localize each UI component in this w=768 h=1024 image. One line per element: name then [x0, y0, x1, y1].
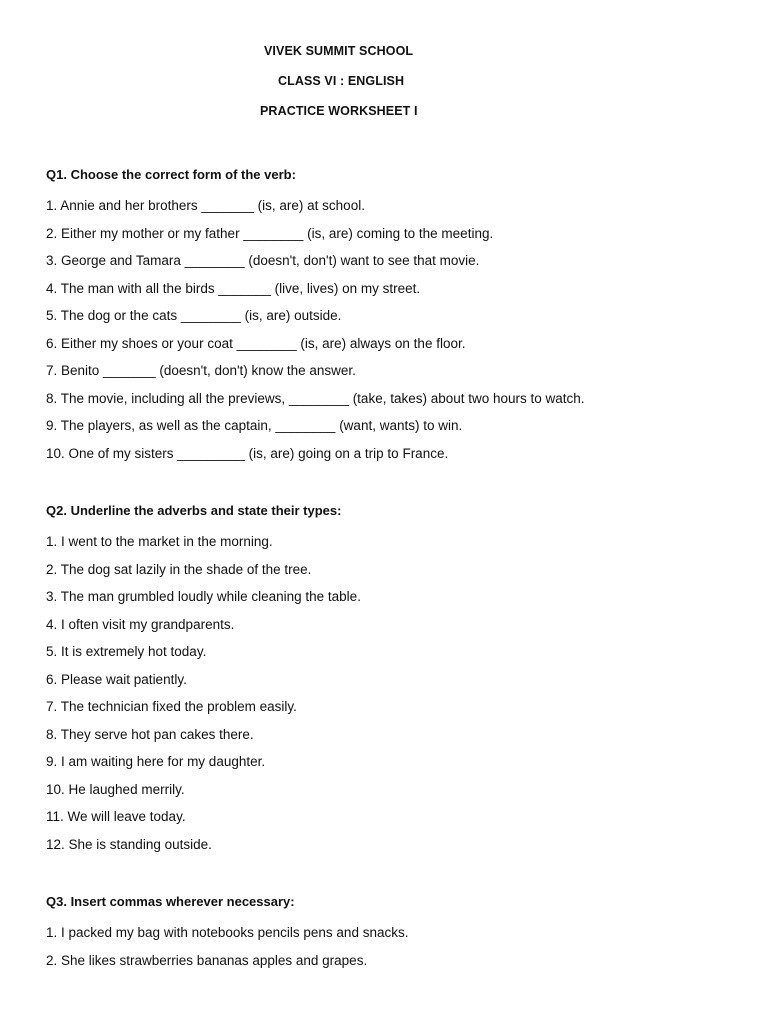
question-2-item: 8. They serve hot pan cakes there.: [46, 726, 254, 742]
question-2-item: 4. I often visit my grandparents.: [46, 616, 235, 632]
question-2-item: 6. Please wait patiently.: [46, 671, 187, 687]
question-2-item: 12. She is standing outside.: [46, 836, 212, 852]
question-3-heading: Q3. Insert commas wherever necessary:: [46, 894, 295, 909]
worksheet-title: PRACTICE WORKSHEET I: [260, 104, 418, 118]
school-name: VIVEK SUMMIT SCHOOL: [264, 44, 414, 58]
question-2-item: 2. The dog sat lazily in the shade of the tree.: [46, 561, 312, 577]
question-3-section: [46, 892, 746, 978]
question-1-item: 5. The dog or the cats ________ (is, are) outside.: [46, 308, 342, 323]
question-2-item: 11. We will leave today.: [46, 809, 186, 824]
question-2-item: 5. It is extremely hot today.: [46, 644, 207, 659]
question-1-item: 6. Either my shoes or your coat ________ (is, are) always on the floor.: [46, 335, 466, 351]
question-1-item: 2. Either my mother or my father ________ (is, are) coming to the meeting.: [46, 225, 494, 241]
question-1-item: 10. One of my sisters _________ (is, are) going on a trip to France.: [46, 445, 449, 461]
question-1-section: [46, 165, 746, 471]
question-2-item: 7. The technician fixed the problem easily.: [46, 699, 297, 714]
class-subject: CLASS VI : ENGLISH: [278, 74, 405, 88]
question-2-section: [46, 501, 746, 862]
question-2-item: 1. I went to the market in the morning.: [46, 534, 273, 549]
question-1-item: 1. Annie and her brothers _______ (is, are) at school.: [46, 198, 365, 213]
question-2-item: 9. I am waiting here for my daughter.: [46, 754, 266, 769]
question-1-item: 3. George and Tamara ________ (doesn't, don't) want to see that movie.: [46, 253, 480, 268]
question-1-items: [46, 196, 746, 471]
question-2-heading: Q2. Underline the adverbs and state their types:: [46, 503, 342, 518]
question-1-item: 4. The man with all the birds _______ (live, lives) on my street.: [46, 280, 421, 296]
question-3-item: 1. I packed my bag with notebooks pencils pens and snacks.: [46, 925, 409, 940]
question-1-item: 8. The movie, including all the previews, ________ (take, takes) about two hours to watch.: [46, 390, 585, 406]
question-1-item: 9. The players, as well as the captain, ________ (want, wants) to win.: [46, 418, 463, 433]
question-2-item: 3. The man grumbled loudly while cleaning the table.: [46, 589, 361, 604]
question-2-item: 10. He laughed merrily.: [46, 781, 185, 797]
question-1-item: 7. Benito _______ (doesn't, don't) know the answer.: [46, 363, 356, 378]
question-3-items: [46, 923, 746, 978]
question-2-items: [46, 532, 746, 862]
question-1-heading: Q1. Choose the correct form of the verb:: [46, 167, 296, 182]
question-3-item: 2. She likes strawberries bananas apples and grapes.: [46, 952, 368, 968]
